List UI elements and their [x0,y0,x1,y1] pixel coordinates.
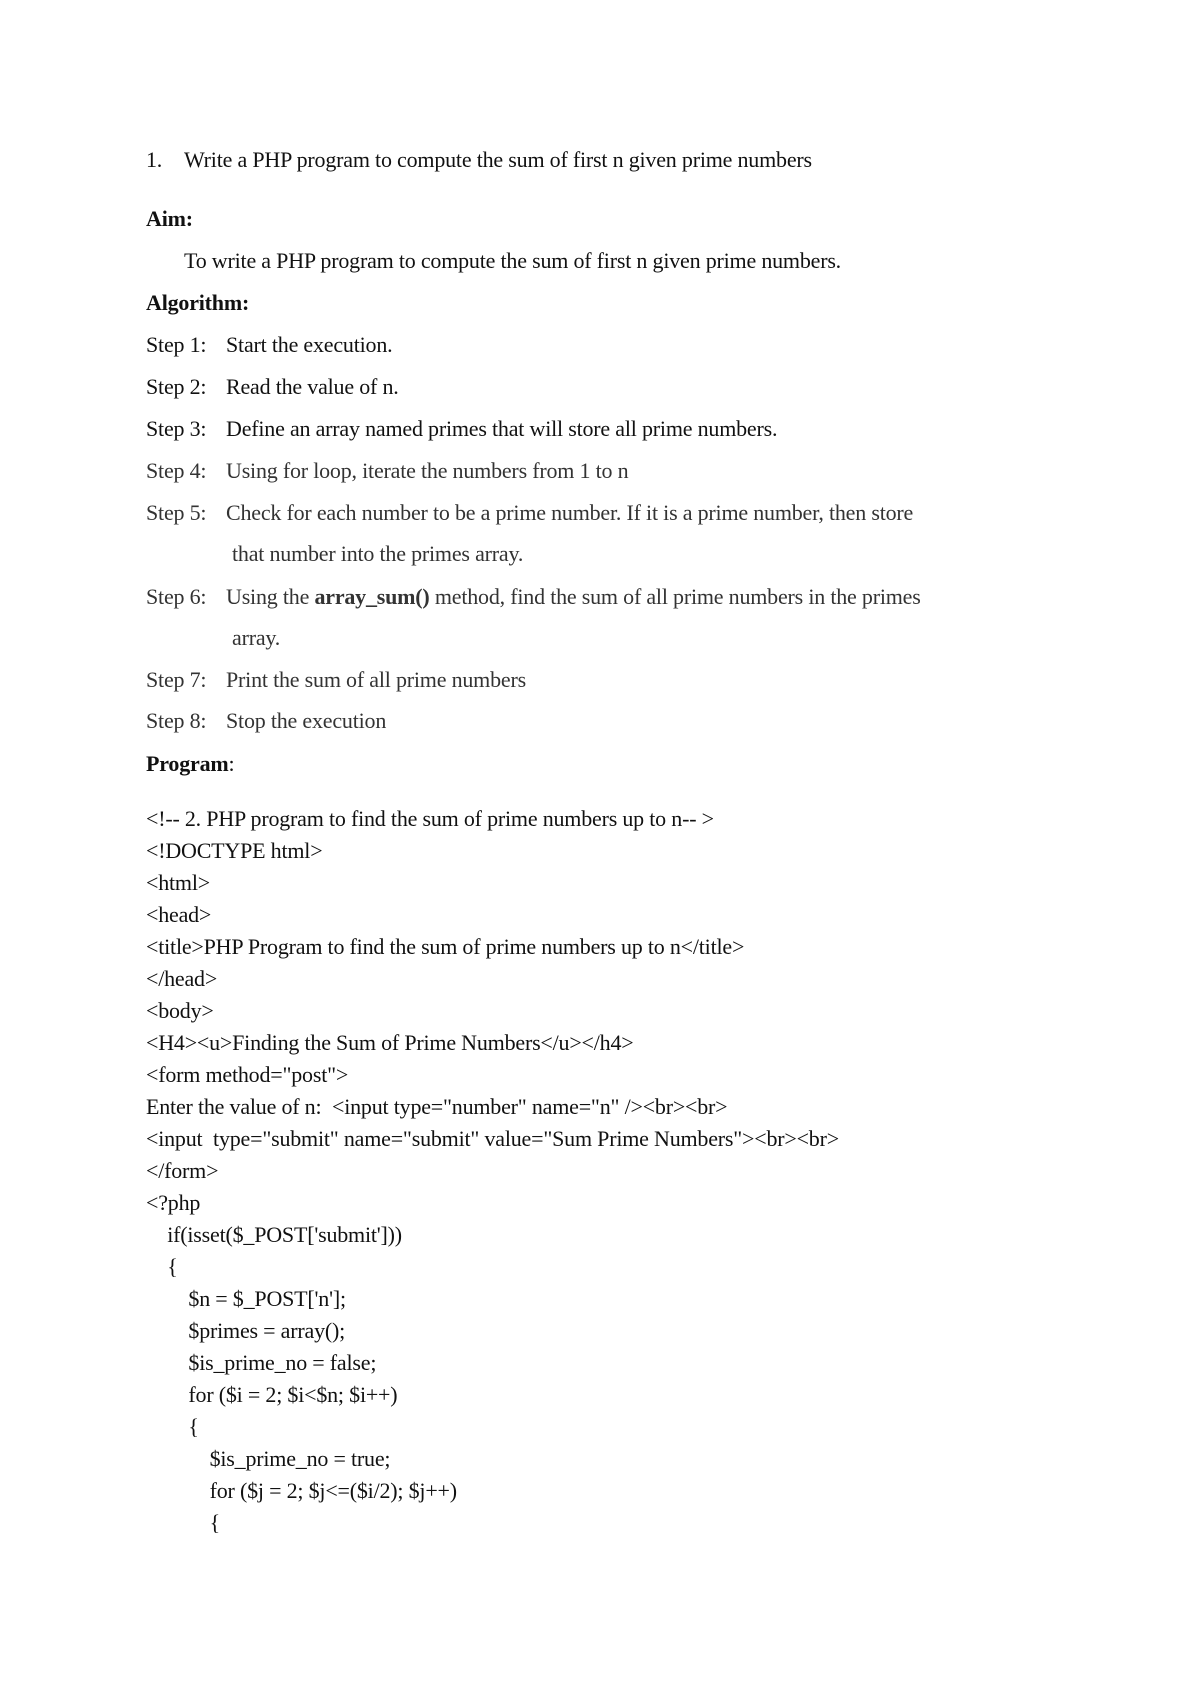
code-line: <title>PHP Program to find the sum of prime numbers up to n</title> [146,934,745,959]
code-line: { [146,1414,199,1439]
code-line: $n = $_POST['n']; [146,1286,346,1311]
code-line: <?php [146,1190,201,1215]
step-label: Step 4: [146,458,207,483]
algorithm-step [146,583,921,611]
code-line: for ($i = 2; $i<$n; $i++) [146,1382,398,1407]
step-label: Step 2: [146,374,207,399]
step-continuation: array. [232,625,281,650]
question-number: 1. [146,147,163,172]
code-line: <H4><u>Finding the Sum of Prime Numbers</u></h4> [146,1030,634,1055]
algorithm-step [146,499,913,527]
code-line: for ($j = 2; $j<=($i/2); $j++) [146,1478,457,1503]
step-label: Step 6: [146,584,207,609]
code-line: </head> [146,966,218,991]
code-line: { [146,1510,220,1535]
question-line [146,146,812,174]
step-text: Check for each number to be a prime number. If it is a prime number, then store [226,500,914,525]
code-line: <!-- 2. PHP program to find the sum of prime numbers up to n-- > [146,806,714,831]
code-line: $primes = array(); [146,1318,346,1343]
algorithm-step [146,331,392,359]
algorithm-step [146,707,386,735]
program-heading-colon: : [228,751,235,776]
aim-text: To write a PHP program to compute the sum of first n given prime numbers. [184,248,841,273]
step-label: Step 5: [146,500,207,525]
code-line: <html> [146,870,210,895]
step-text: Define an array named primes that will store all prime numbers. [226,416,778,441]
code-line: if(isset($_POST['submit'])) [146,1222,402,1247]
code-line: <head> [146,902,212,927]
algorithm-step [146,666,526,694]
question-text: Write a PHP program to compute the sum of first n given prime numbers [184,147,812,172]
algorithm-heading: Algorithm: [146,290,250,315]
code-line: $is_prime_no = true; [146,1446,391,1471]
step-text-post: method, find the sum of all prime numbers in the primes [429,584,921,609]
code-line: <form method="post"> [146,1062,349,1087]
step-label: Step 1: [146,332,207,357]
program-heading [146,750,234,778]
step-continuation: that number into the primes array. [232,541,524,566]
step-text: Stop the execution [226,708,387,733]
step-text-pre: Using the [226,584,315,609]
algorithm-step [146,415,777,443]
code-line: <body> [146,998,214,1023]
step-text-bold: array_sum() [314,584,430,609]
code-line: Enter the value of n: <input type="number" name="n" /><br><br> [146,1094,728,1119]
code-line: <input type="submit" name="submit" value="Sum Prime Numbers"><br><br> [146,1126,839,1151]
step-text: Print the sum of all prime numbers [226,667,526,692]
step-label: Step 3: [146,416,207,441]
code-line: </form> [146,1158,219,1183]
step-text: Start the execution. [226,332,393,357]
code-line: { [146,1254,178,1279]
algorithm-step [146,457,628,485]
code-line: $is_prime_no = false; [146,1350,377,1375]
step-label: Step 8: [146,708,207,733]
program-heading-text: Program [146,751,229,776]
step-text: Using for loop, iterate the numbers from 1 to n [226,458,629,483]
algorithm-step [146,373,399,401]
step-label: Step 7: [146,667,207,692]
step-text: Read the value of n. [226,374,399,399]
aim-heading: Aim: [146,206,193,231]
code-line: <!DOCTYPE html> [146,838,323,863]
